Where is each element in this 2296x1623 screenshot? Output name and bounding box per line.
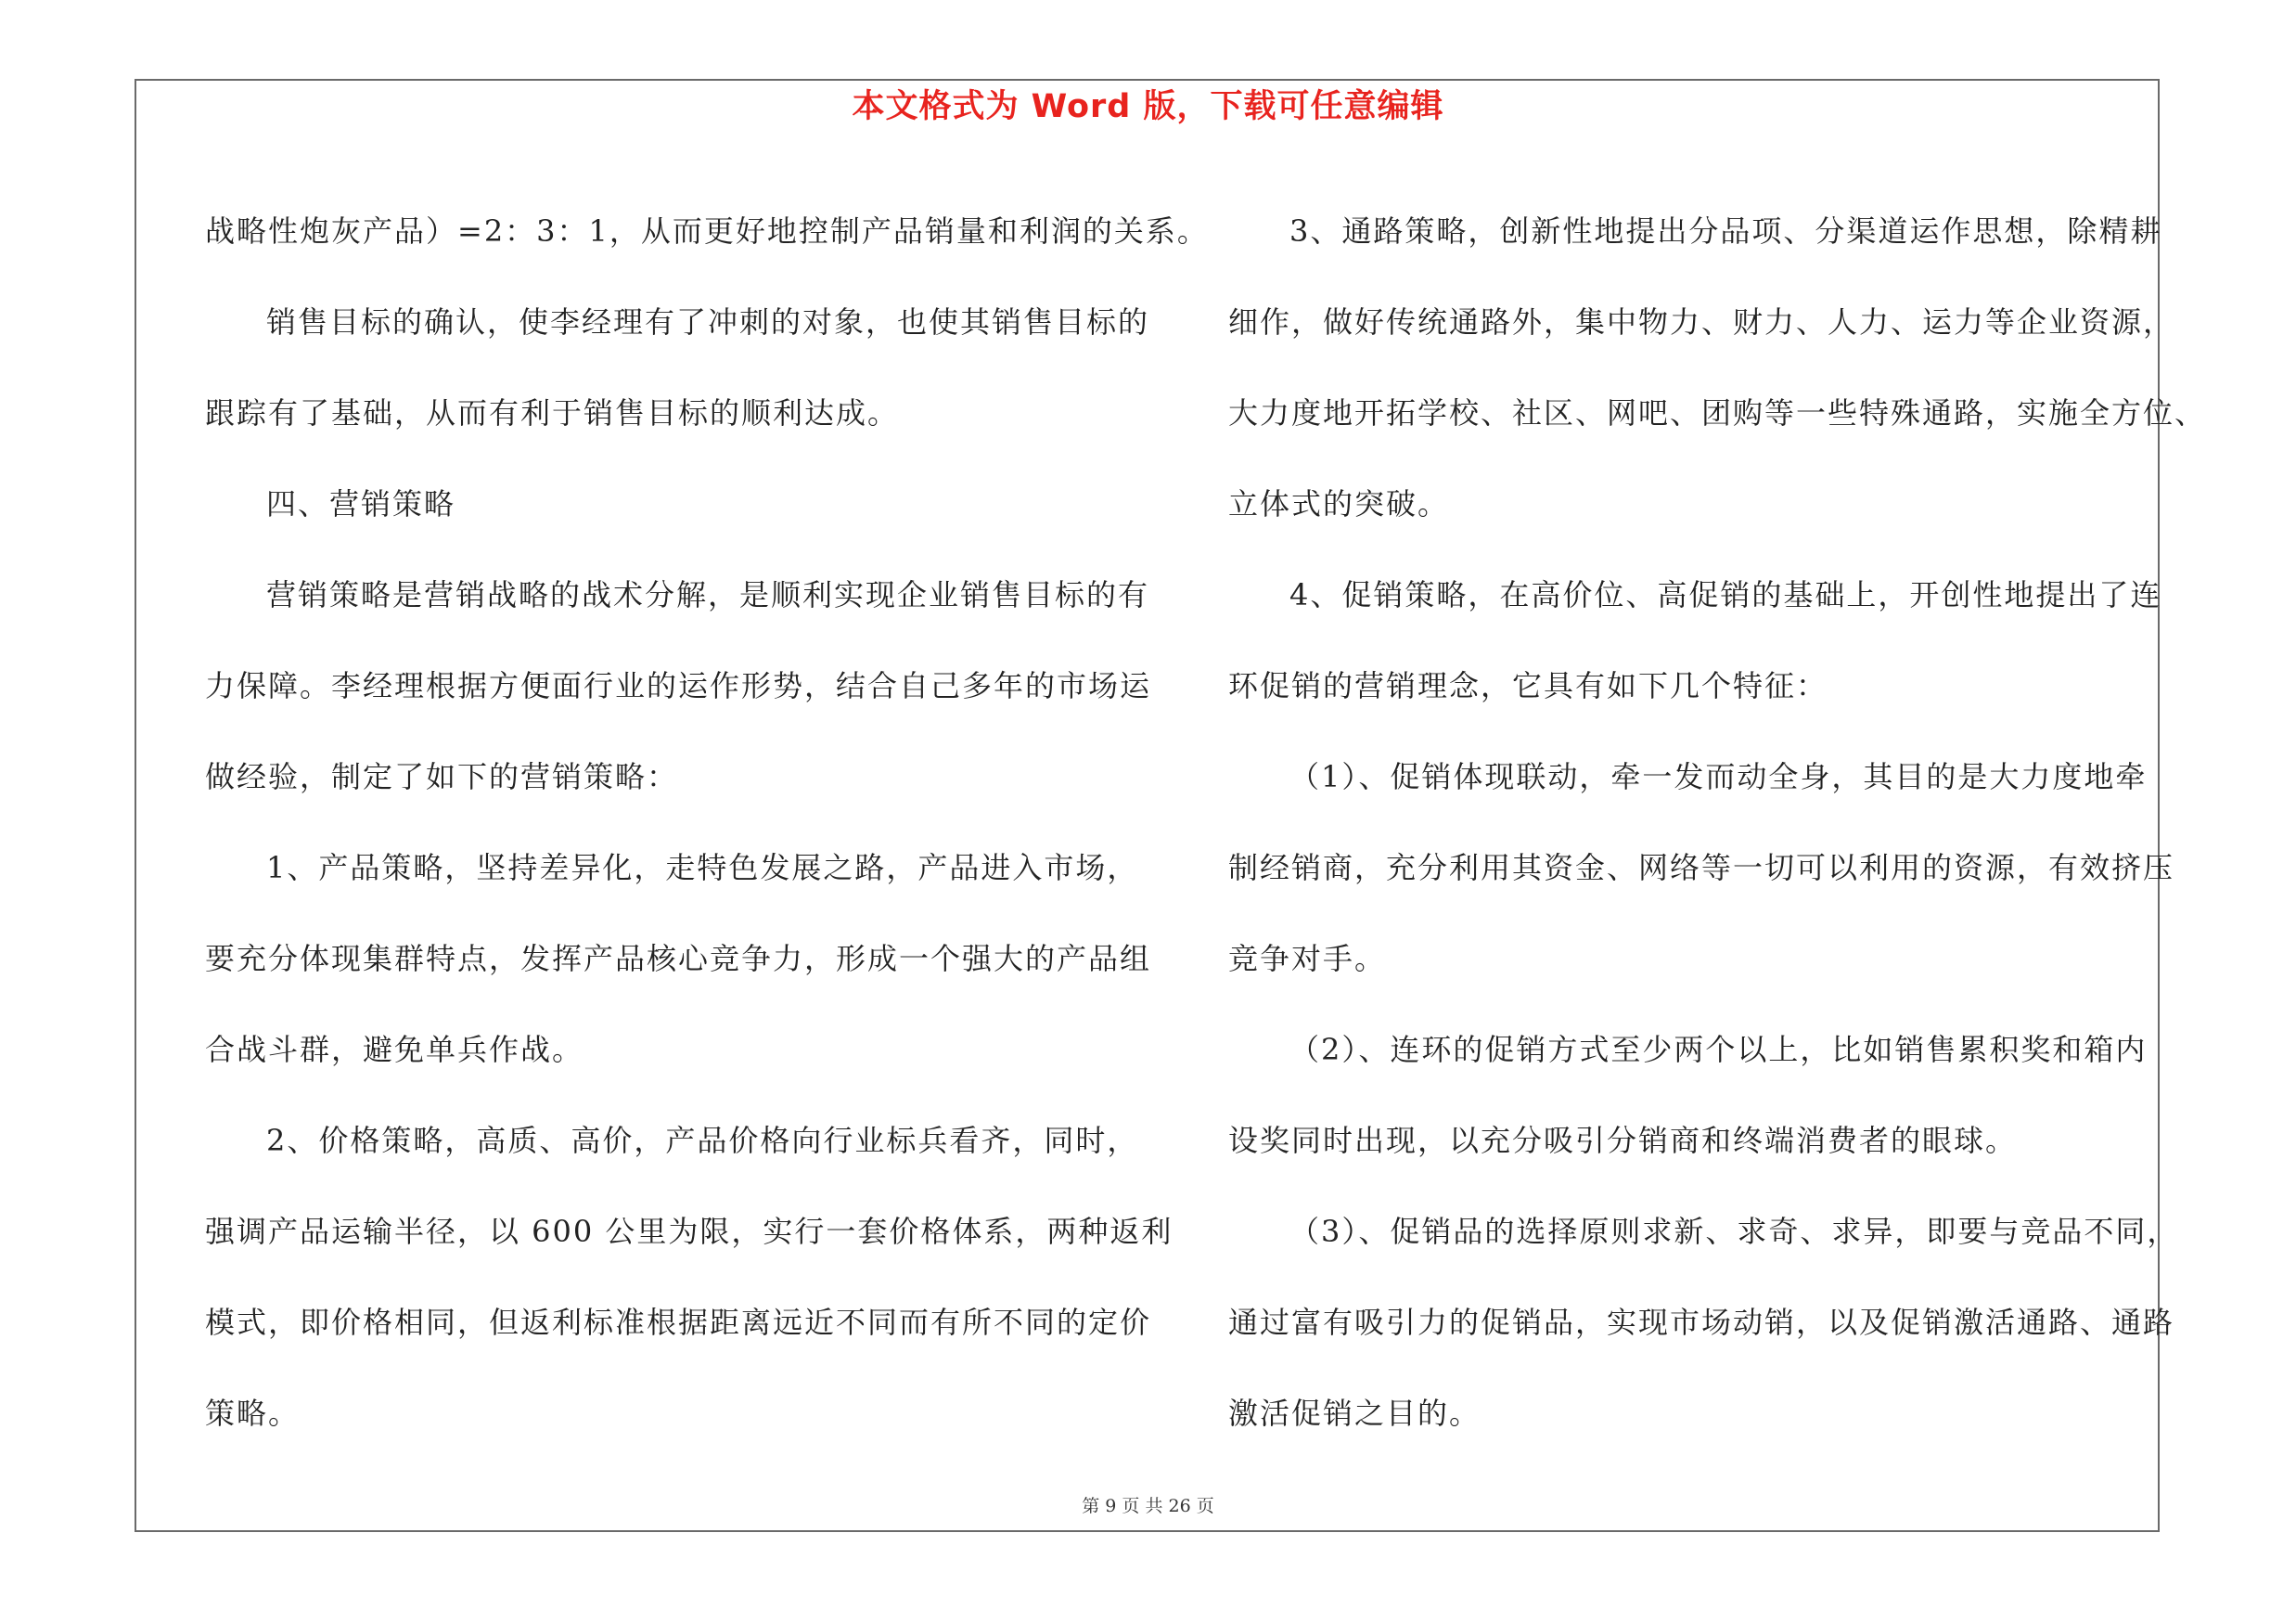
paragraph-line: （2）、连环的促销方式至少两个以上，比如销售累积奖和箱内 <box>1289 1032 2148 1067</box>
paragraph-line: 策略。 <box>205 1396 301 1431</box>
page-number-footer: 第 9 页 共 26 页 <box>1082 1496 1214 1516</box>
paragraph-line: 立体式的突破。 <box>1228 486 1450 522</box>
paragraph-line: 跟踪有了基础，从而有利于销售目标的顺利达成。 <box>205 395 900 431</box>
paragraph-line: 强调产品运输半径，以 600 公里为限，实行一套价格体系，两种返利 <box>205 1214 1174 1249</box>
format-banner: 本文格式为 Word 版，下载可任意编辑 <box>852 88 1444 125</box>
paragraph-line: 1、产品策略，坚持差异化，走特色发展之路，产品进入市场， <box>266 850 1139 885</box>
paragraph-line: 做经验，制定了如下的营销策略： <box>205 759 679 794</box>
paragraph-line: 设奖同时出现，以充分吸引分销商和终端消费者的眼球。 <box>1228 1123 2018 1158</box>
paragraph-line: 通过富有吸引力的促销品，实现市场动销，以及促销激活通路、通路 <box>1228 1305 2175 1340</box>
left-column <box>205 186 1209 1459</box>
paragraph-line: 合战斗群，避免单兵作战。 <box>205 1032 584 1067</box>
paragraph-line: 竞争对手。 <box>1228 941 1387 976</box>
paragraph-line: 销售目标的确认，使李经理有了冲刺的对象，也使其销售目标的 <box>266 304 1150 340</box>
paragraph-line: 大力度地开拓学校、社区、网吧、团购等一些特殊通路，实施全方位、 <box>1228 395 2207 431</box>
paragraph-line: （1）、促销体现联动，牵一发而动全身，其目的是大力度地牵 <box>1289 759 2148 794</box>
paragraph-line: 营销策略是营销战略的战术分解，是顺利实现企业销售目标的有 <box>266 577 1150 612</box>
paragraph-line: 要充分体现集群特点，发挥产品核心竞争力，形成一个强大的产品组 <box>205 941 1152 976</box>
paragraph-line: （3）、促销品的选择原则求新、求奇、求异，即要与竞品不同， <box>1289 1214 2179 1249</box>
paragraph-line: 环促销的营销理念，它具有如下几个特征： <box>1228 668 1828 703</box>
paragraph-line: 四、营销策略 <box>266 486 456 522</box>
paragraph-line: 制经销商，充分利用其资金、网络等一切可以利用的资源，有效挤压 <box>1228 850 2175 885</box>
paragraph-line: 细作，做好传统通路外，集中物力、财力、人力、运力等企业资源， <box>1228 304 2175 340</box>
right-column <box>1228 186 2207 1459</box>
paragraph-line: 战略性炮灰产品）=2：3：1，从而更好地控制产品销量和利润的关系。 <box>205 213 1209 249</box>
paragraph-line: 模式，即价格相同，但返利标准根据距离远近不同而有所不同的定价 <box>205 1305 1152 1340</box>
paragraph-line: 4、促销策略，在高价位、高促销的基础上，开创性地提出了连 <box>1289 577 2162 612</box>
paragraph-line: 3、通路策略，创新性地提出分品项、分渠道运作思想，除精耕 <box>1289 213 2162 249</box>
paragraph-line: 激活促销之目的。 <box>1228 1396 1481 1431</box>
paragraph-line: 2、价格策略，高质、高价，产品价格向行业标兵看齐，同时， <box>266 1123 1139 1158</box>
paragraph-line: 力保障。李经理根据方便面行业的运作形势，结合自己多年的市场运 <box>205 668 1152 703</box>
